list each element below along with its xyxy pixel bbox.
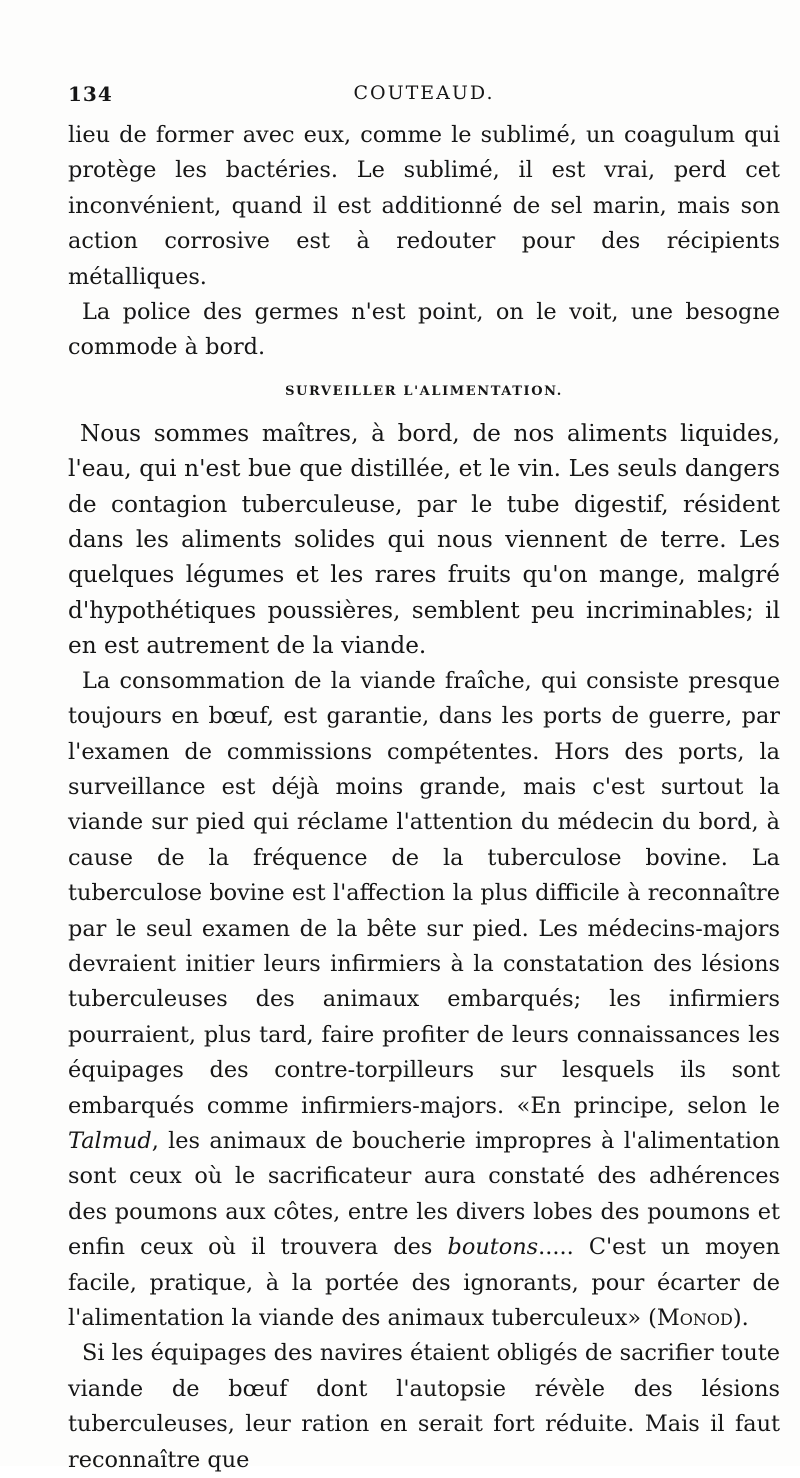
paragraph-police-des-germes: La police des germes n'est point, on le voit, une besogne commode à bord.: [68, 299, 780, 361]
running-head: COUTEAUD.: [353, 82, 495, 104]
paragraph-viande-fraiche: [68, 664, 780, 1337]
paragraph-equipages: Si les équipages des navires étaient obligés de sacrifier toute viande de bœuf dont l'autopsie révèle des lésions tuberculeuses, leur ration en serait fort réduite. Mais il faut reconnaître que: [68, 1340, 780, 1473]
section-heading: SURVEILLER L'ALIMENTATION.: [285, 383, 563, 399]
monod-smallcaps: Monod: [656, 1305, 733, 1331]
paragraph-viande-text-3: ..... C'est un moyen facile, pratique, à la portée des ignorants, pour écarter de l'alimentation la viande des animaux tuberculeux» (: [68, 1234, 781, 1331]
paragraph-aliments: Nous sommes maîtres, à bord, de nos aliments liquides, l'eau, qui n'est bue que distillée, et le vin. Les seuls dangers de contagion tuberculeuse, par le tube digestif, résident dans les aliments solides qui nous viennent de terre. Les quelques légumes et les rares fruits qu'on mange, malgré d'hypothétiques poussières, semblent peu incriminables; il en est autrement de la viande.: [68, 419, 780, 660]
paragraph-viande-text-2: , les animaux de boucherie impropres à l'alimentation sont ceux où le sacrificateur aura constaté des adhérences des poumons aux côtes, entre les divers lobes des poumons et enfin ceux où il trouvera des: [68, 1127, 780, 1261]
paragraph-viande-text-1: La consommation de la viande fraîche, qui consiste presque toujours en bœuf, est garantie, dans les ports de guerre, par l'examen de commissions compétentes. Hors des ports, la surveillance est déjà moins grande, mais c'est surtout la viande sur pied qui réclame l'attention du médecin du bord, à cause de la fréquence de la tuberculose bovine. La tuberculose bovine est l'affection la plus difficile à reconnaître par le seul examen de la bête sur pied. Les médecins-majors devraient initier leurs infirmiers à la constatation des lésions tuberculeuses des animaux embarqués; les infirmiers pourraient, plus tard, faire profiter de leurs connaissances les équipages des contre-torpilleurs sur lesquels ils sont embarqués comme infirmiers-majors. «En principe, selon le: [68, 667, 780, 1119]
paragraph-continuation: lieu de former avec eux, comme le sublimé, un coagulum qui protège les bactéries. Le sublimé, il est vrai, perd cet inconvénient, quand il est additionné de sel marin, mais son action corrosive est à redouter pour des récipients métalliques.: [68, 122, 780, 290]
paragraph-viande-text-4: ).: [732, 1305, 749, 1331]
talmud-italic: Talmud: [68, 1127, 152, 1154]
body-text: [68, 118, 780, 1478]
page-number: 134: [68, 82, 113, 106]
page-header: [68, 82, 780, 112]
boutons-italic: boutons: [447, 1234, 539, 1261]
